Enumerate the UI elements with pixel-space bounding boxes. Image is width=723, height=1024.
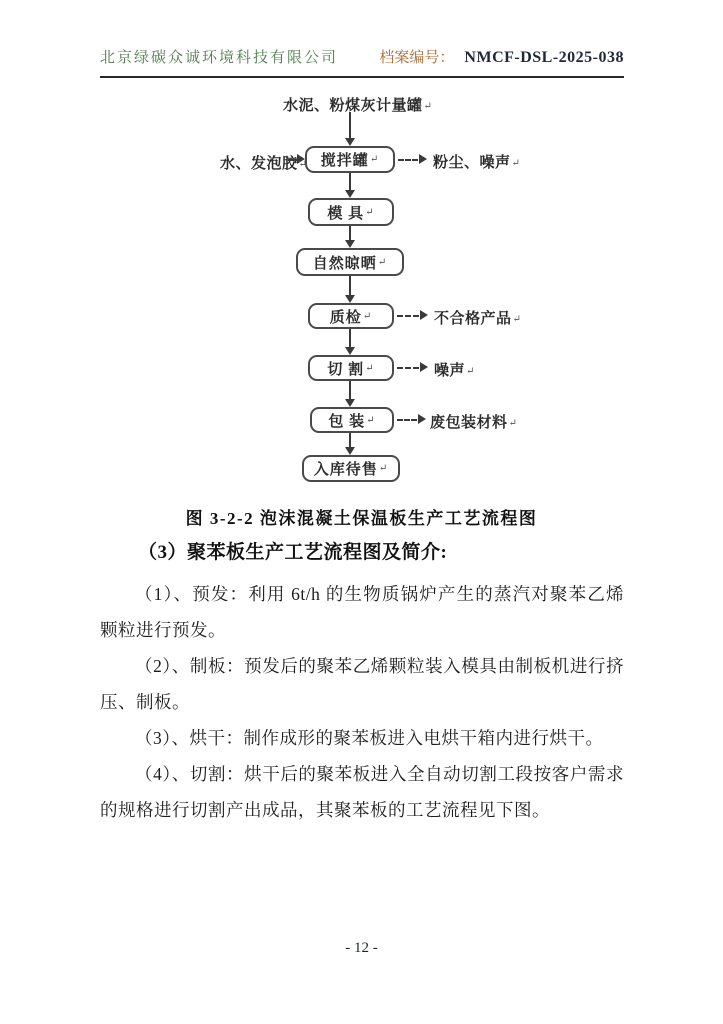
arrow-right-icon [297,154,305,164]
return-mark-icon: ↵ [378,463,389,474]
arrow-right-icon [419,154,427,164]
arrow-down-icon [345,295,355,303]
return-mark-icon: ↵ [511,158,521,169]
flow-input-top-label: 水泥、粉煤灰计量罐↵ [283,98,433,114]
section-heading: （3）聚苯板生产工艺流程图及简介: [138,542,448,563]
page-number: - 12 - [345,940,378,956]
arrow-down-icon [345,347,355,355]
return-mark-icon: ↵ [466,366,475,377]
paragraph-3: （3）、烘干：制作成形的聚苯板进入电烘干箱内进行烘干。 [135,728,604,748]
figure-caption: 图 3-2-2 泡沫混凝土保温板生产工艺流程图 [185,509,538,528]
archive-number-group [379,46,624,67]
return-mark-icon: ↵ [298,159,308,170]
return-mark-icon: ↵ [365,362,375,374]
archive-number-value: NMCF-DSL-2025-038 [464,49,624,66]
flow-box-mixing-tank: 搅拌罐 ↵ [305,146,395,173]
return-mark-icon: ↵ [377,256,388,268]
paragraph-4: （4）、切割：烘干后的聚苯板进入全自动切割工段按客户需求的规格进行切割产出成品，其聚苯板的工艺流程见下图。 [100,764,624,820]
flow-dashed-connector [397,419,417,421]
arrow-down-icon [345,240,355,248]
paragraph-1: （1）、预发：利用 6t/h 的生物质锅炉产生的蒸汽对聚苯乙烯颗粒进行预发。 [100,584,624,640]
flow-dashed-connector [397,367,419,369]
arrow-down-icon [345,399,355,407]
flow-box-mold: 模 具 ↵ [308,198,394,226]
arrow-down-icon [345,190,355,198]
return-mark-icon: ↵ [508,418,518,429]
return-mark-icon: ↵ [366,414,376,426]
flow-output-rejects: 不合格产品↵ [434,311,522,327]
flow-output-dust-noise: 粉尘、噪声↵ [433,155,521,171]
return-mark-icon: ↵ [365,206,375,218]
page-header [100,46,624,78]
arrow-right-icon [420,362,428,372]
flow-dashed-connector [397,315,419,317]
flow-connector [349,381,351,399]
flow-box-warehouse: 入库待售 ↵ [302,455,400,482]
flow-connector [349,433,351,447]
process-flowchart [0,88,723,490]
flow-box-packaging: 包 装 ↵ [310,407,394,433]
archive-number-label: 档案编号： [379,50,455,66]
flow-input-left-label: 水、发泡胶↵ [220,156,308,172]
arrow-right-icon [418,414,426,424]
flow-dashed-connector [398,159,418,161]
return-mark-icon: ↵ [512,314,522,325]
body-text [100,538,624,828]
flow-connector [349,226,351,240]
flow-connector [349,329,351,347]
flow-output-waste-packaging: 废包装材料↵ [430,415,518,431]
flow-box-cutting: 切 割 ↵ [308,355,394,381]
flow-connector [349,173,351,190]
flow-box-quality-check: 质检 ↵ [308,303,394,329]
flow-connector [349,276,351,295]
return-mark-icon: ↵ [423,101,433,112]
return-mark-icon: ↵ [362,310,373,322]
return-mark-icon: ↵ [369,154,380,165]
arrow-down-icon [345,447,355,455]
flow-box-natural-drying: 自然晾晒 ↵ [296,248,404,276]
arrow-right-icon [420,310,428,320]
company-name: 北京绿碳众诚环境科技有限公司 [100,50,339,66]
flow-connector [349,112,351,138]
arrow-down-icon [345,138,355,146]
flow-output-noise: 噪声↵ [434,363,475,379]
paragraph-2: （2）、制板：预发后的聚苯乙烯颗粒装入模具由制板机进行挤压、制板。 [100,656,624,712]
